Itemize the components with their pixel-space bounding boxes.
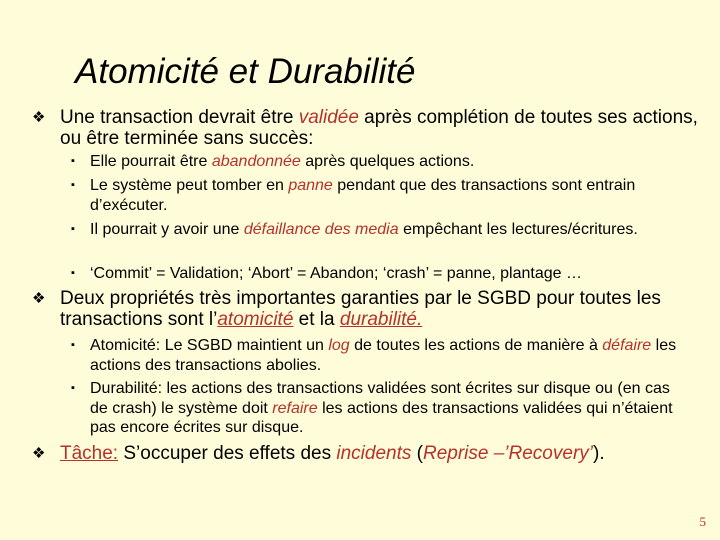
sub-bullet-marker: ▪ — [71, 267, 75, 279]
text: après quelques actions. — [300, 153, 475, 170]
keyword-refaire: refaire — [272, 399, 318, 417]
sub-bullet-marker: ▪ — [71, 339, 75, 351]
page-title: Atomicité et Durabilité — [75, 52, 416, 91]
text: Deux propriétés très importantes garanties par le SGBD pour toutes les transactions sont l’ — [60, 288, 661, 330]
text: Une transaction devrait être — [60, 107, 299, 128]
text: les actions des transactions abolies. — [90, 337, 677, 374]
text: ( — [411, 443, 423, 464]
keyword-abandonnee: abandonnée — [211, 153, 301, 170]
text: Il pourrait y avoir une — [90, 221, 244, 238]
keyword-tache: Tâche: — [60, 443, 119, 464]
bullet-marker: ❖ — [32, 109, 46, 126]
bullet-marker: ❖ — [32, 290, 46, 307]
keyword-incidents: incidents — [336, 443, 412, 464]
text: après complétion de toutes ses actions, ou être terminée sans succès: — [60, 107, 698, 149]
bullet-transaction — [60, 107, 700, 149]
keyword-defaillance: défaillance des media — [243, 221, 399, 238]
sub-bullet-media — [90, 220, 690, 240]
text: pendant que des transactions sont entrain d’exécuter. — [90, 177, 636, 214]
bullet-tache — [60, 443, 700, 464]
text: ‘Commit’ = Validation; ‘Abort’ = Abandon; ‘crash’ = panne, plantage … — [90, 265, 582, 282]
text: les actions des transactions validées qui n’étaient pas encore écrites sur disque. — [90, 399, 673, 436]
sub-bullet-panne — [90, 176, 690, 215]
keyword-reprise: Reprise –’Recovery’ — [422, 443, 593, 464]
keyword-defaire: défaire — [602, 337, 652, 354]
text: S’occuper des effets des — [118, 443, 337, 464]
keyword-atomicite: atomicité — [217, 309, 294, 330]
keyword-durabilite: durabilité. — [339, 309, 423, 330]
sub-bullet-marker: ▪ — [71, 382, 75, 394]
text: Le système peut tomber en — [90, 177, 289, 194]
sub-bullet-atomicite — [90, 336, 690, 375]
text: empêchant les lectures/écritures. — [398, 221, 638, 238]
bullet-properties — [60, 288, 700, 330]
text: de toutes les actions de manière à — [349, 337, 603, 354]
sub-bullet-abandon — [90, 152, 690, 172]
sub-bullet-durabilite — [90, 379, 690, 438]
text: Atomicité: Le SGBD maintient un — [90, 337, 329, 354]
page-number: 5 — [699, 514, 706, 529]
sub-bullet-marker: ▪ — [71, 155, 75, 167]
sub-bullet-marker: ▪ — [71, 223, 75, 235]
text: et la — [293, 309, 340, 330]
text: Durabilité: les actions des transactions validées sont écrites sur disque ou (en cas de crash) le système doit — [90, 380, 670, 417]
bullet-marker: ❖ — [32, 445, 46, 462]
sub-bullet-marker: ▪ — [71, 179, 75, 191]
text: Elle pourrait être — [90, 153, 212, 170]
keyword-validee: validée — [298, 107, 359, 128]
keyword-panne: panne — [288, 177, 333, 194]
sub-bullet-glossary — [90, 264, 690, 284]
text: ). — [593, 443, 605, 464]
keyword-log: log — [328, 337, 350, 354]
